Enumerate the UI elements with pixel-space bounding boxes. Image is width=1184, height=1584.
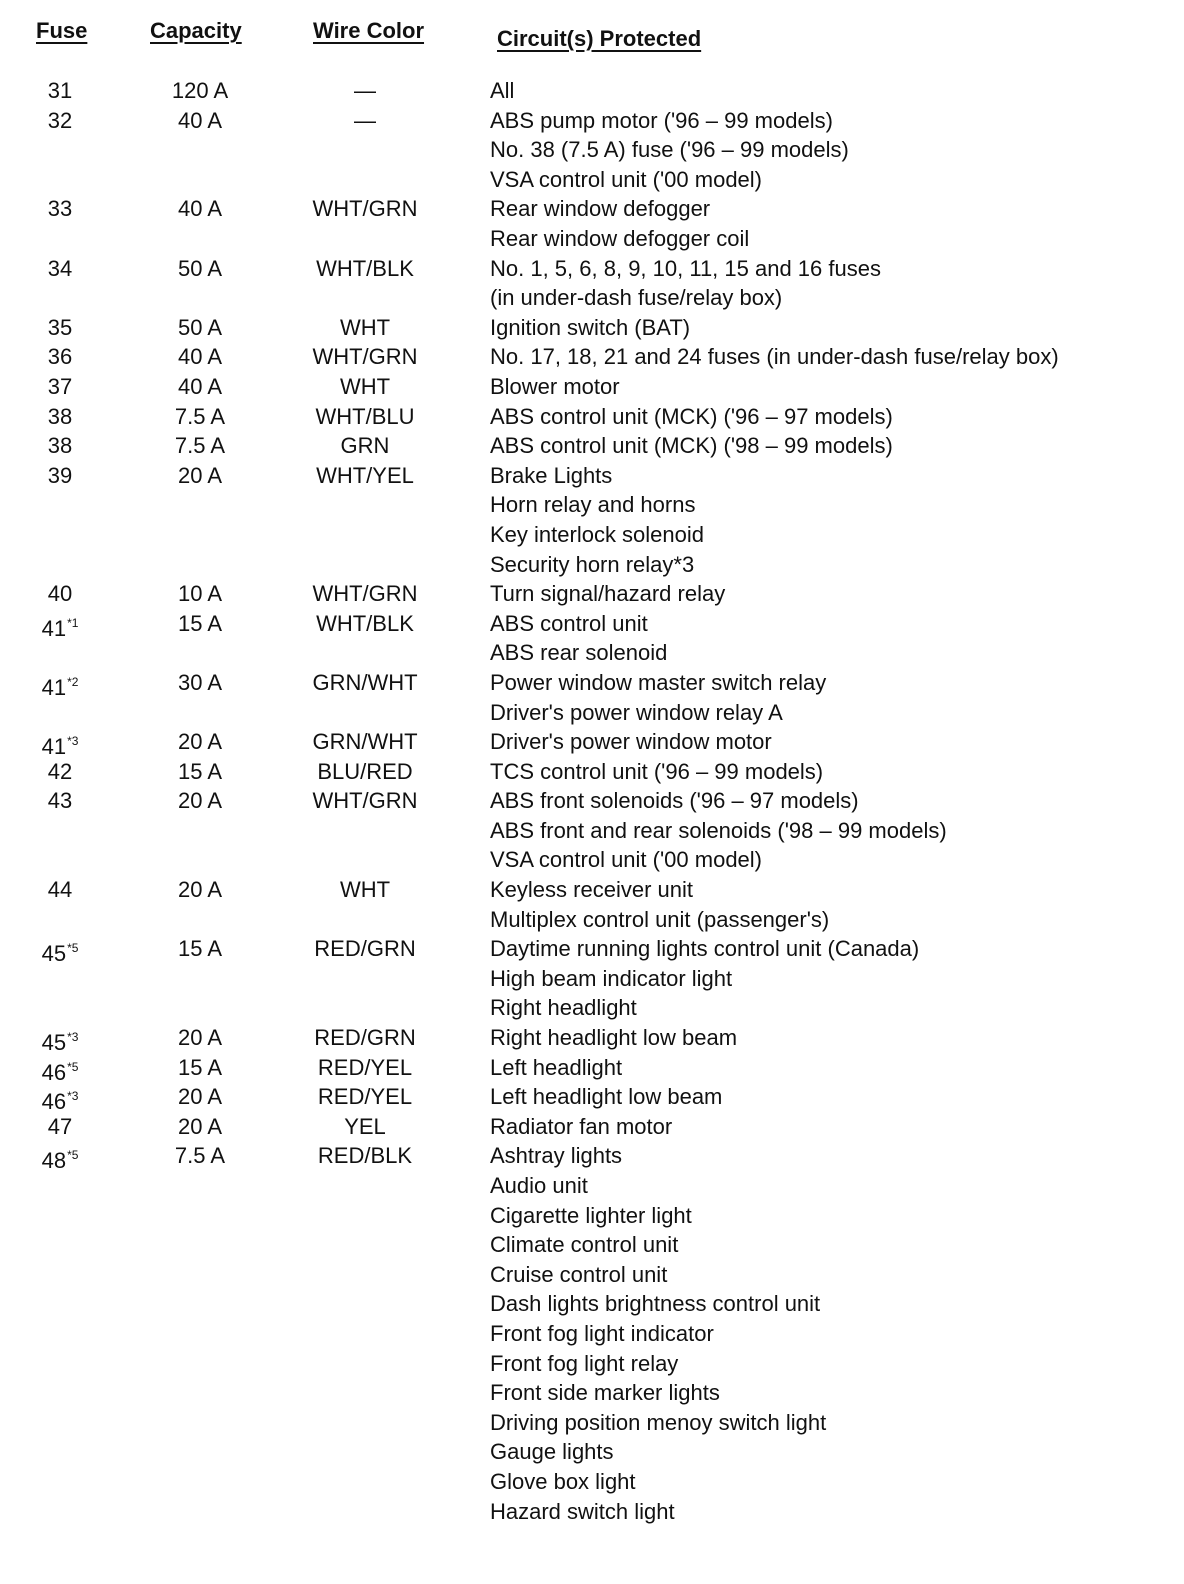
circuit-item: Rear window defogger coil bbox=[490, 225, 750, 251]
fuse-capacity: 7.5 A bbox=[174, 1143, 226, 1169]
fuse-footnote: *5 bbox=[67, 1059, 79, 1074]
table-row bbox=[0, 1112, 1184, 1142]
circuit-item: Dash lights brightness control unit bbox=[490, 1291, 821, 1317]
circuit-item: ABS rear solenoid bbox=[490, 640, 668, 666]
fuse-capacity: 40 A bbox=[177, 373, 223, 399]
fuse-number-text: 42 bbox=[47, 758, 73, 784]
fuse-capacity: 15 A bbox=[177, 610, 223, 636]
circuit-item: Multiplex control unit (passenger's) bbox=[490, 906, 830, 932]
fuse-number bbox=[0, 76, 120, 106]
fuse-capacity: 40 A bbox=[177, 107, 223, 133]
wire-color: WHT/YEL bbox=[316, 462, 414, 488]
fuse-capacity: 20 A bbox=[177, 1025, 223, 1051]
fuse-number-text: 41 bbox=[41, 734, 67, 760]
circuit-item: Audio unit bbox=[490, 1173, 588, 1199]
circuit-item: ABS control unit bbox=[490, 610, 648, 636]
circuit-item: Right headlight low beam bbox=[490, 1025, 738, 1051]
circuit-item: VSA control unit ('00 model) bbox=[490, 166, 763, 192]
circuits-list bbox=[490, 1112, 672, 1142]
circuits-list bbox=[490, 402, 893, 432]
wire-color: BLU/RED bbox=[317, 758, 413, 784]
fuse-capacity: 15 A bbox=[177, 1054, 223, 1080]
fuse-number-text: 37 bbox=[47, 373, 73, 399]
circuit-item: Front fog light relay bbox=[490, 1350, 679, 1376]
fuse-capacity: 20 A bbox=[177, 788, 223, 814]
fuse-number-text: 46 bbox=[41, 1089, 67, 1115]
table-row bbox=[0, 757, 1184, 787]
circuits-list bbox=[490, 461, 704, 579]
fuse-number bbox=[0, 194, 120, 224]
fuse-capacity: 20 A bbox=[177, 1113, 223, 1139]
circuits-column-header: Circuit(s) Protected bbox=[497, 26, 702, 51]
fuse-capacity: 15 A bbox=[177, 758, 223, 784]
table-row bbox=[0, 727, 1184, 760]
circuits-list bbox=[490, 727, 772, 757]
circuit-item: Driver's power window motor bbox=[490, 729, 772, 755]
fuse-number-text: 32 bbox=[47, 107, 73, 133]
circuits-list bbox=[490, 431, 893, 461]
circuit-item: Key interlock solenoid bbox=[490, 521, 705, 547]
fuse-capacity: 30 A bbox=[177, 669, 223, 695]
fuse-number bbox=[0, 372, 120, 402]
wire-color: RED/YEL bbox=[317, 1054, 413, 1080]
fuse-number-text: 46 bbox=[41, 1059, 67, 1085]
wire-color: — bbox=[354, 78, 376, 103]
circuit-item: Driving position menoy switch light bbox=[490, 1409, 827, 1435]
fuse-number-text: 45 bbox=[41, 1030, 67, 1056]
circuit-item: Left headlight bbox=[490, 1054, 623, 1080]
wire-color: WHT bbox=[339, 373, 391, 399]
circuit-item: Keyless receiver unit bbox=[490, 877, 693, 903]
fuse-footnote: *2 bbox=[67, 674, 79, 689]
table-row bbox=[0, 579, 1184, 609]
circuits-list bbox=[490, 786, 947, 875]
fuse-footnote: *5 bbox=[67, 941, 79, 956]
circuit-item: Ignition switch (BAT) bbox=[490, 314, 691, 340]
wire-color: YEL bbox=[344, 1113, 386, 1139]
circuit-item: Power window master switch relay bbox=[490, 669, 827, 695]
circuit-item: Brake Lights bbox=[490, 462, 613, 488]
circuits-list bbox=[490, 254, 881, 313]
wire-color: WHT bbox=[339, 877, 391, 903]
fuse-footnote: *5 bbox=[67, 1148, 79, 1163]
circuits-list bbox=[490, 757, 823, 787]
circuits-list bbox=[490, 313, 690, 343]
fuse-number bbox=[0, 579, 120, 609]
table-row bbox=[0, 313, 1184, 343]
circuits-list bbox=[490, 1053, 622, 1083]
circuit-item: Driver's power window relay A bbox=[490, 699, 783, 725]
fuse-column-header: Fuse bbox=[36, 18, 88, 43]
wire-color: GRN/WHT bbox=[312, 729, 418, 755]
circuit-item: (in under-dash fuse/relay box) bbox=[490, 285, 783, 311]
fuse-number bbox=[0, 934, 120, 969]
fuse-number-text: 41 bbox=[41, 615, 67, 641]
fuse-capacity: 40 A bbox=[177, 196, 223, 222]
circuits-list bbox=[490, 579, 725, 609]
fuse-footnote: *3 bbox=[67, 1030, 79, 1045]
circuit-item: High beam indicator light bbox=[490, 965, 733, 991]
fuse-number-text: 34 bbox=[47, 255, 73, 281]
circuit-item: Front side marker lights bbox=[490, 1380, 720, 1406]
wire-color: GRN/WHT bbox=[312, 669, 418, 695]
circuit-item: Rear window defogger bbox=[490, 196, 711, 222]
table-row bbox=[0, 609, 1184, 668]
table-row bbox=[0, 194, 1184, 253]
circuit-item: All bbox=[490, 78, 515, 103]
wire-color: WHT/GRN bbox=[312, 344, 418, 370]
circuit-item: Cigarette lighter light bbox=[490, 1202, 692, 1228]
circuit-item: ABS control unit (MCK) ('98 – 99 models) bbox=[490, 433, 893, 459]
fuse-capacity: 20 A bbox=[177, 462, 223, 488]
circuits-list bbox=[490, 106, 849, 195]
circuit-item: Front fog light indicator bbox=[490, 1321, 714, 1346]
circuit-item: No. 17, 18, 21 and 24 fuses (in under-dash fuse/relay box) bbox=[490, 344, 1059, 370]
circuit-item: Hazard switch light bbox=[490, 1498, 675, 1524]
wire-color-column-header: Wire Color bbox=[313, 18, 425, 43]
table-row bbox=[0, 786, 1184, 875]
fuse-number bbox=[0, 254, 120, 284]
fuse-capacity: 120 A bbox=[171, 78, 229, 103]
circuits-list bbox=[490, 1023, 737, 1053]
fuse-number bbox=[0, 402, 120, 432]
fuse-capacity: 20 A bbox=[177, 729, 223, 755]
circuit-item: ABS front solenoids ('96 – 97 models) bbox=[490, 788, 859, 814]
circuits-list bbox=[490, 934, 919, 1023]
fuse-number-text: 31 bbox=[47, 78, 73, 103]
wire-color: WHT/BLU bbox=[315, 403, 415, 429]
fuse-capacity: 10 A bbox=[177, 581, 223, 607]
fuse-number bbox=[0, 875, 120, 905]
table-row bbox=[0, 1053, 1184, 1083]
circuit-item: Glove box light bbox=[490, 1468, 636, 1494]
fuse-number-text: 47 bbox=[47, 1113, 73, 1139]
fuse-number-text: 41 bbox=[41, 674, 67, 700]
fuse-number bbox=[0, 1141, 120, 1176]
table-row bbox=[0, 934, 1184, 1023]
table-row bbox=[0, 1141, 1184, 1526]
circuits-list bbox=[490, 342, 1059, 372]
fuse-number-text: 35 bbox=[47, 314, 73, 340]
fuse-capacity: 15 A bbox=[177, 936, 223, 962]
circuits-list bbox=[490, 194, 749, 253]
table-row bbox=[0, 342, 1184, 372]
circuit-item: ABS front and rear solenoids ('98 – 99 models) bbox=[490, 817, 947, 843]
table-row bbox=[0, 668, 1184, 727]
wire-color: WHT/GRN bbox=[312, 581, 418, 607]
circuits-list bbox=[490, 372, 620, 402]
circuit-item: ABS pump motor ('96 – 99 models) bbox=[490, 107, 833, 133]
circuit-item: No. 38 (7.5 A) fuse ('96 – 99 models) bbox=[490, 137, 849, 163]
circuit-item: Blower motor bbox=[490, 373, 620, 399]
fuse-footnote: *3 bbox=[67, 1089, 79, 1104]
wire-color: RED/BLK bbox=[317, 1143, 413, 1169]
fuse-number bbox=[0, 668, 120, 703]
circuit-item: ABS control unit (MCK) ('96 – 97 models) bbox=[490, 403, 893, 429]
fuse-number bbox=[0, 342, 120, 372]
table-row bbox=[0, 1023, 1184, 1056]
fuse-capacity: 7.5 A bbox=[174, 403, 226, 429]
fuse-number-text: 38 bbox=[47, 433, 73, 459]
table-row bbox=[0, 875, 1184, 934]
table-row bbox=[0, 461, 1184, 579]
wire-color: WHT/GRN bbox=[312, 196, 418, 222]
circuit-item: Turn signal/hazard relay bbox=[490, 581, 726, 607]
circuits-list bbox=[490, 875, 829, 934]
wire-color: RED/YEL bbox=[317, 1084, 413, 1110]
fuse-capacity: 20 A bbox=[177, 1084, 223, 1110]
circuits-list bbox=[490, 1141, 826, 1526]
fuse-number-text: 43 bbox=[47, 788, 73, 814]
table-header bbox=[0, 18, 1184, 58]
circuit-item: Gauge lights bbox=[490, 1439, 614, 1465]
wire-color: — bbox=[354, 107, 376, 133]
circuits-list bbox=[490, 668, 826, 727]
fuse-number bbox=[0, 461, 120, 491]
circuit-item: VSA control unit ('00 model) bbox=[490, 847, 763, 873]
table-row bbox=[0, 402, 1184, 432]
circuit-item: Horn relay and horns bbox=[490, 492, 696, 518]
circuit-item: Radiator fan motor bbox=[490, 1113, 673, 1139]
fuse-capacity: 7.5 A bbox=[174, 433, 226, 459]
fuse-number bbox=[0, 757, 120, 787]
circuits-list bbox=[490, 609, 667, 668]
fuse-table-body bbox=[0, 76, 1184, 1526]
wire-color: RED/GRN bbox=[314, 936, 416, 962]
fuse-footnote: *1 bbox=[67, 615, 79, 630]
wire-color: WHT/GRN bbox=[312, 788, 418, 814]
capacity-column-header: Capacity bbox=[150, 18, 242, 43]
fuse-number-text: 44 bbox=[47, 877, 73, 903]
fuse-number bbox=[0, 106, 120, 136]
table-row bbox=[0, 1082, 1184, 1115]
fuse-number-text: 45 bbox=[41, 941, 67, 967]
fuse-number bbox=[0, 431, 120, 461]
fuse-number-text: 36 bbox=[47, 344, 73, 370]
wire-color: WHT/BLK bbox=[316, 255, 414, 281]
fuse-number bbox=[0, 313, 120, 343]
fuse-number bbox=[0, 786, 120, 816]
fuse-capacity: 20 A bbox=[177, 877, 223, 903]
table-row bbox=[0, 106, 1184, 195]
table-row bbox=[0, 372, 1184, 402]
table-row bbox=[0, 431, 1184, 461]
fuse-number-text: 48 bbox=[41, 1148, 67, 1174]
wire-color: WHT/BLK bbox=[316, 610, 414, 636]
circuit-item: TCS control unit ('96 – 99 models) bbox=[490, 758, 824, 784]
fuse-number-text: 39 bbox=[47, 462, 73, 488]
circuit-item: No. 1, 5, 6, 8, 9, 10, 11, 15 and 16 fuses bbox=[490, 255, 881, 281]
wire-color: WHT bbox=[339, 314, 391, 340]
circuit-item: Right headlight bbox=[490, 995, 637, 1021]
fuse-footnote: *3 bbox=[67, 734, 79, 749]
fuse-number-text: 38 bbox=[47, 403, 73, 429]
circuits-list bbox=[490, 76, 514, 106]
circuit-item: Climate control unit bbox=[490, 1232, 679, 1258]
circuit-item: Cruise control unit bbox=[490, 1261, 668, 1287]
fuse-number bbox=[0, 1112, 120, 1142]
fuse-capacity: 40 A bbox=[177, 344, 223, 370]
table-row bbox=[0, 76, 1184, 106]
circuit-item: Left headlight low beam bbox=[490, 1084, 723, 1110]
fuse-number bbox=[0, 609, 120, 644]
fuse-capacity: 50 A bbox=[177, 314, 223, 340]
fuse-capacity: 50 A bbox=[177, 255, 223, 281]
wire-color: RED/GRN bbox=[314, 1025, 416, 1051]
wire-color: GRN bbox=[340, 433, 390, 459]
circuit-item: Daytime running lights control unit (Canada) bbox=[490, 936, 920, 962]
circuit-item: Security horn relay*3 bbox=[490, 551, 695, 577]
fuse-number-text: 33 bbox=[47, 196, 73, 222]
table-row bbox=[0, 254, 1184, 313]
circuits-list bbox=[490, 1082, 722, 1112]
circuit-item: Ashtray lights bbox=[490, 1143, 623, 1169]
fuse-number-text: 40 bbox=[47, 581, 73, 607]
